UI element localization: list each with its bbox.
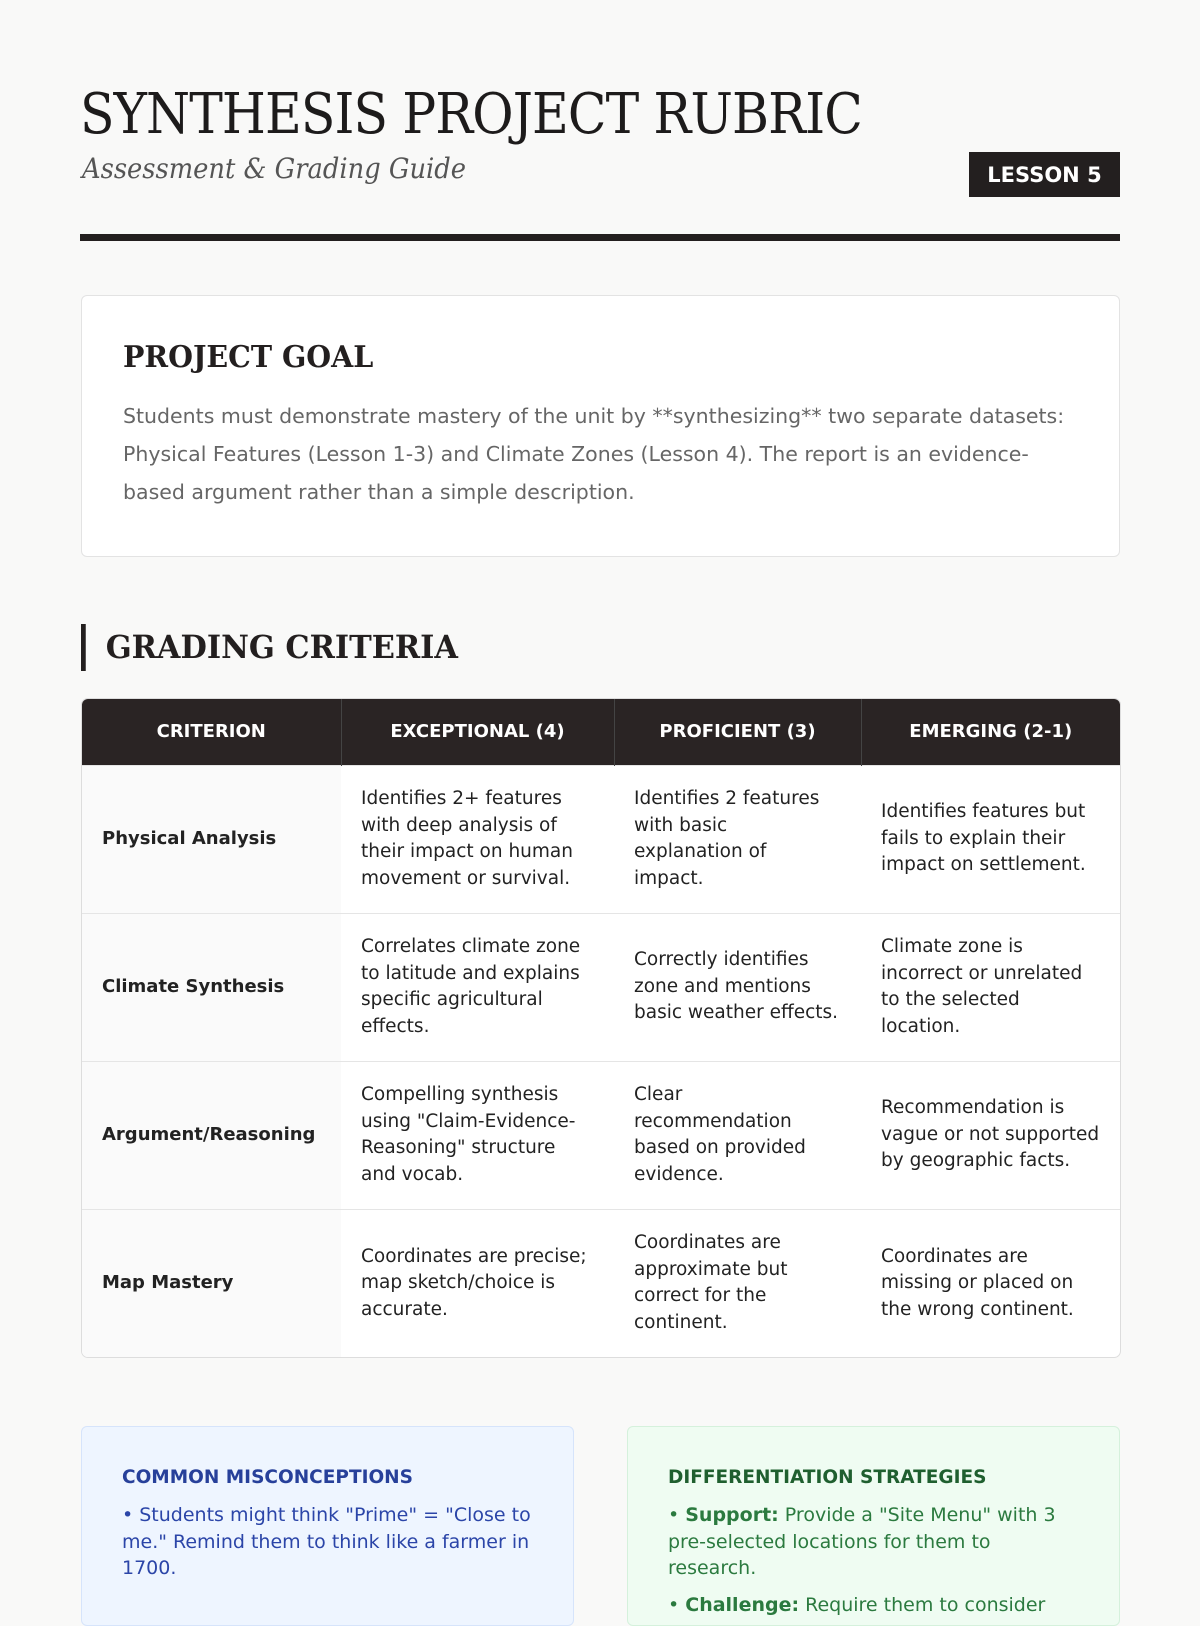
differentiation-heading: DIFFERENTIATION STRATEGIES (668, 1467, 987, 1488)
misconceptions-card (81, 1426, 574, 1626)
project-goal-card (81, 295, 1120, 557)
rubric-table (82, 699, 1120, 1357)
table-row (82, 1209, 1120, 1357)
strategy-item: • Support: Provide a "Site Menu" with 3 pre-selected locations for them to research. (668, 1504, 1056, 1579)
criterion-cell: Climate Synthesis (82, 913, 341, 1061)
emerging-cell: Coordinates are missing or placed on the wrong continent. (861, 1209, 1120, 1357)
goal-heading: PROJECT GOAL (123, 340, 374, 375)
proficient-cell: Identifies 2 features with basic explanation of impact. (614, 765, 861, 913)
strategy-item: • Challenge: Require them to consider (668, 1593, 1046, 1616)
lesson-badge: LESSON 5 (969, 152, 1120, 197)
criterion-cell: Map Mastery (82, 1209, 341, 1357)
page-subtitle: Assessment & Grading Guide (82, 152, 467, 185)
grading-criteria-heading: GRADING CRITERIA (81, 624, 458, 671)
goal-text: Students must demonstrate mastery of the unit by **synthesizing** two separate datasets: Physical Features (Lesson 1-3) and Climate Zones (Lesson 4). The report is an evidence-based argument rather than a simple description. (123, 404, 1065, 504)
page-title: SYNTHESIS PROJECT RUBRIC (80, 82, 862, 147)
table-row (82, 913, 1120, 1061)
strategy-label: Challenge: (685, 1593, 800, 1616)
table-header-row (82, 699, 1120, 765)
proficient-cell: Correctly identifies zone and mentions basic weather effects. (614, 913, 861, 1061)
emerging-cell: Recommendation is vague or not supported by geographic facts. (861, 1061, 1120, 1209)
exceptional-cell: Coordinates are precise; map sketch/choice is accurate. (341, 1209, 614, 1357)
strategy-label: Support: (685, 1504, 779, 1526)
misconception-item: • Students might think "Prime" = "Close to me." Remind them to think like a farmer in 1700. (122, 1504, 531, 1579)
table-row (82, 765, 1120, 913)
proficient-cell: Coordinates are approximate but correct for the continent. (614, 1209, 861, 1357)
column-header: EXCEPTIONAL (4) (341, 699, 614, 765)
exceptional-cell: Correlates climate zone to latitude and explains specific agricultural effects. (341, 913, 614, 1061)
table-row (82, 1061, 1120, 1209)
misconceptions-heading: COMMON MISCONCEPTIONS (122, 1467, 413, 1488)
column-header: CRITERION (82, 699, 341, 765)
header-divider (80, 234, 1120, 241)
exceptional-cell: Identifies 2+ features with deep analysis of their impact on human movement or survival. (341, 765, 614, 913)
emerging-cell: Identifies features but fails to explain their impact on settlement. (861, 765, 1120, 913)
criterion-cell: Physical Analysis (82, 765, 341, 913)
exceptional-cell: Compelling synthesis using "Claim-Evidence-Reasoning" structure and vocab. (341, 1061, 614, 1209)
emerging-cell: Climate zone is incorrect or unrelated to the selected location. (861, 913, 1120, 1061)
column-header: EMERGING (2-1) (861, 699, 1120, 765)
strategy-text: Require them to consider (799, 1593, 1046, 1616)
criterion-cell: Argument/Reasoning (82, 1061, 341, 1209)
column-header: PROFICIENT (3) (614, 699, 861, 765)
strategy-text: Provide a "Site Menu" with 3 pre-selected locations for them to research. (668, 1504, 1056, 1579)
proficient-cell: Clear recommendation based on provided evidence. (614, 1061, 861, 1209)
differentiation-card (627, 1426, 1120, 1626)
